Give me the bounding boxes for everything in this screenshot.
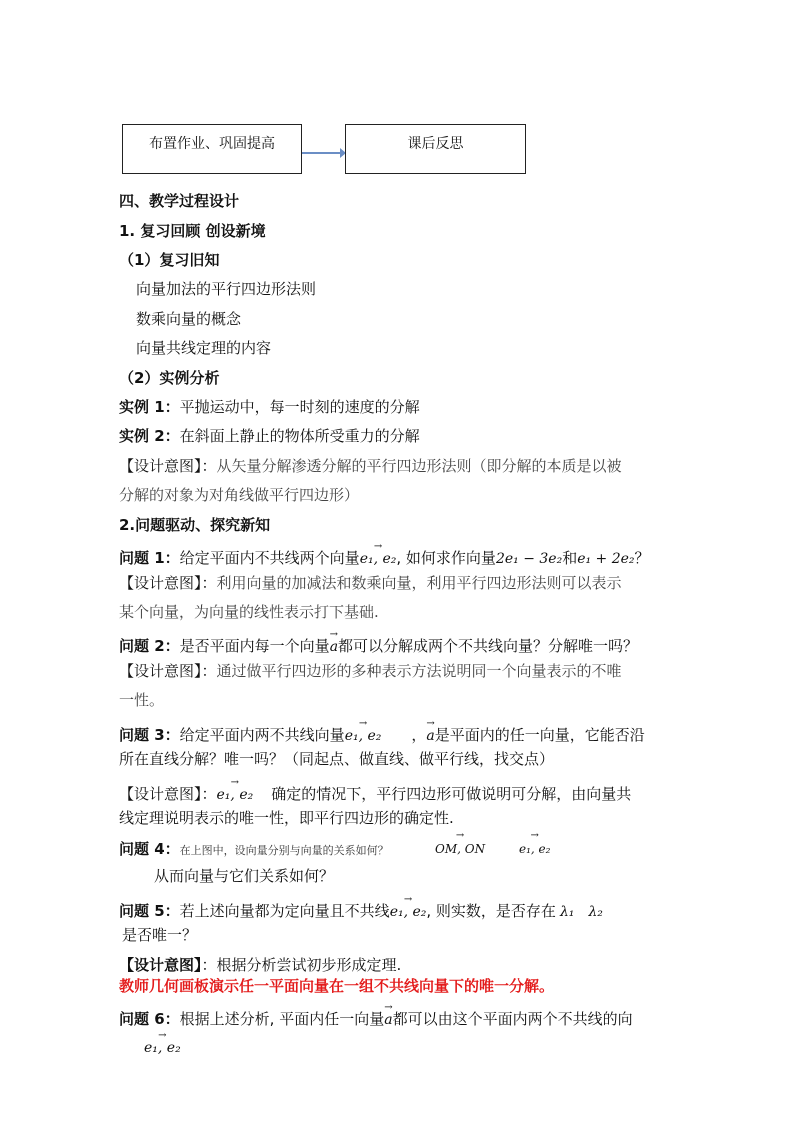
q3-vector-a: → a — [426, 720, 434, 746]
review-item: 向量共线定理的内容 — [136, 339, 272, 357]
part1-title: 1. 复习回顾 创设新境 — [119, 222, 266, 240]
q3-text2: ， — [411, 726, 427, 744]
q5-text1: 若上述向量都为定向量且不共线 — [179, 902, 390, 920]
intent-label: 【设计意图】： — [119, 574, 217, 592]
intent-2-line1 — [119, 573, 622, 593]
intent-label: 【设计意图】： — [119, 785, 217, 803]
intent-label: 【设计意图】 — [119, 956, 202, 974]
example-1-text: 平抛运动中，每一时刻的速度的分解 — [179, 398, 420, 416]
q4-vectors-om-on: → OM, ON — [435, 836, 485, 856]
q6-vectors: → e₁, e₂ — [144, 1032, 181, 1058]
q4-small-text2: 分别与向量的关系如何？ — [267, 844, 389, 857]
q6-text2: 都可以由这个平面内两个不共线的向 — [392, 1010, 633, 1028]
intent-3-line2: 一性。 — [119, 691, 165, 709]
q1-text3: 和 — [562, 549, 578, 567]
q4-vectors-e: → e₁, e₂ — [519, 836, 550, 856]
question-label: 问题 2： — [119, 637, 180, 655]
intent-4-line1 — [119, 779, 631, 805]
q1-vectors: → e₁, e₂ — [360, 543, 397, 569]
question-label: 问题 3： — [119, 726, 180, 744]
q3-text1: 给定平面内两不共线向量 — [179, 726, 345, 744]
intent-text: 通过做平行四边形的多种表示方法说明同一个向量表示的不唯 — [216, 662, 622, 680]
part1-sub2: （2）实例分析 — [119, 369, 220, 387]
flow-box-reflection — [345, 124, 526, 174]
q5-lambda1: λ₁ — [559, 904, 575, 920]
question-5 — [119, 896, 603, 922]
example-1 — [119, 397, 420, 417]
q1-text1: 给定平面内不共线两个向量 — [179, 549, 360, 567]
example-2 — [119, 426, 420, 446]
q5-text2: , 则实数，是否存在 — [426, 902, 556, 920]
example-1-label: 实例 1： — [119, 398, 180, 416]
q4-small-text: 在上图中，设向量 — [179, 844, 268, 857]
question-label: 问题 6： — [119, 1010, 180, 1028]
intent-4-vectors: → e₁, e₂ — [217, 779, 254, 805]
intent-label: 【设计意图】： — [119, 662, 217, 680]
section-title: 四、教学过程设计 — [119, 192, 240, 210]
flow-box-reflection-label: 课后反思 — [407, 136, 464, 152]
q3-text3: 是平面内的任一向量，它能否沿 — [434, 726, 645, 744]
q3-vectors: → e₁, e₂ — [345, 720, 382, 746]
question-label: 问题 5： — [119, 902, 180, 920]
intent-text: 从矢量分解渗透分解的平行四边形法则（即分解的本质是以被 — [216, 457, 622, 475]
intent-5 — [119, 955, 401, 975]
q1-text2: , 如何求作向量 — [396, 549, 496, 567]
q3-line2: 所在直线分解？唯一吗？（同起点、做直线、做平行线，找交点） — [119, 750, 555, 768]
question-3 — [119, 720, 645, 746]
part1-sub1: （1）复习旧知 — [119, 251, 220, 269]
intent-text: 利用向量的加减法和数乘向量，利用平行四边形法则可以表示 — [216, 574, 622, 592]
intent-text: ：根据分析尝试初步形成定理. — [201, 956, 402, 974]
flow-box-homework-label: 布置作业、巩固提高 — [149, 136, 275, 152]
intent-3-line1 — [119, 661, 622, 681]
intent-label: 【设计意图】： — [119, 457, 217, 475]
q2-text1: 是否平面内每一个向量 — [179, 637, 330, 655]
question-6 — [119, 1004, 633, 1030]
example-2-text: 在斜面上静止的物体所受重力的分解 — [179, 427, 420, 445]
intent-text: 确定的情况下，平行四边形可做说明可分解，由向量共 — [271, 785, 632, 803]
intent-4-line2: 线定理说明表示的唯一性，即平行四边形的确定性. — [119, 809, 454, 827]
q6-vector-a: → a — [384, 1004, 392, 1030]
q1-expr1: 2e₁ − 3e₂ — [495, 551, 563, 567]
q6-text1: 根据上述分析, 平面内任一向量 — [179, 1010, 385, 1028]
teacher-demo-note: 教师几何画板演示任一平面向量在一组不共线向量下的唯一分解。 — [119, 977, 555, 995]
q2-vector-a: → a — [330, 631, 338, 657]
question-2 — [119, 631, 638, 657]
flow-arrow — [302, 140, 346, 170]
q1-expr2: e₁ + 2e₂ — [577, 551, 635, 567]
q5-vectors: → e₁, e₂ — [390, 896, 427, 922]
question-4 — [119, 839, 389, 861]
review-item: 向量加法的平行四边形法则 — [136, 280, 317, 298]
review-item: 数乘向量的概念 — [136, 310, 242, 328]
q5-line2: 是否唯一？ — [122, 926, 198, 944]
intent-1-line2: 分解的对象为对角线做平行四边形） — [119, 486, 360, 504]
flow-box-homework — [122, 124, 302, 174]
part2-title: 2.问题驱动、探究新知 — [119, 516, 271, 534]
intent-2-line2: 某个向量，为向量的线性表示打下基础. — [119, 603, 379, 621]
q4-line2: 从而向量与它们关系如何？ — [154, 867, 335, 885]
q2-text2: 都可以分解成两个不共线向量？分解唯一吗？ — [338, 637, 639, 655]
intent-1-line1 — [119, 456, 622, 476]
question-label: 问题 1： — [119, 549, 180, 567]
question-1 — [119, 543, 650, 569]
question-label: 问题 4： — [119, 840, 180, 858]
example-2-label: 实例 2： — [119, 427, 180, 445]
q5-lambda2: λ₂ — [588, 904, 603, 920]
q1-end: ？ — [634, 549, 650, 567]
